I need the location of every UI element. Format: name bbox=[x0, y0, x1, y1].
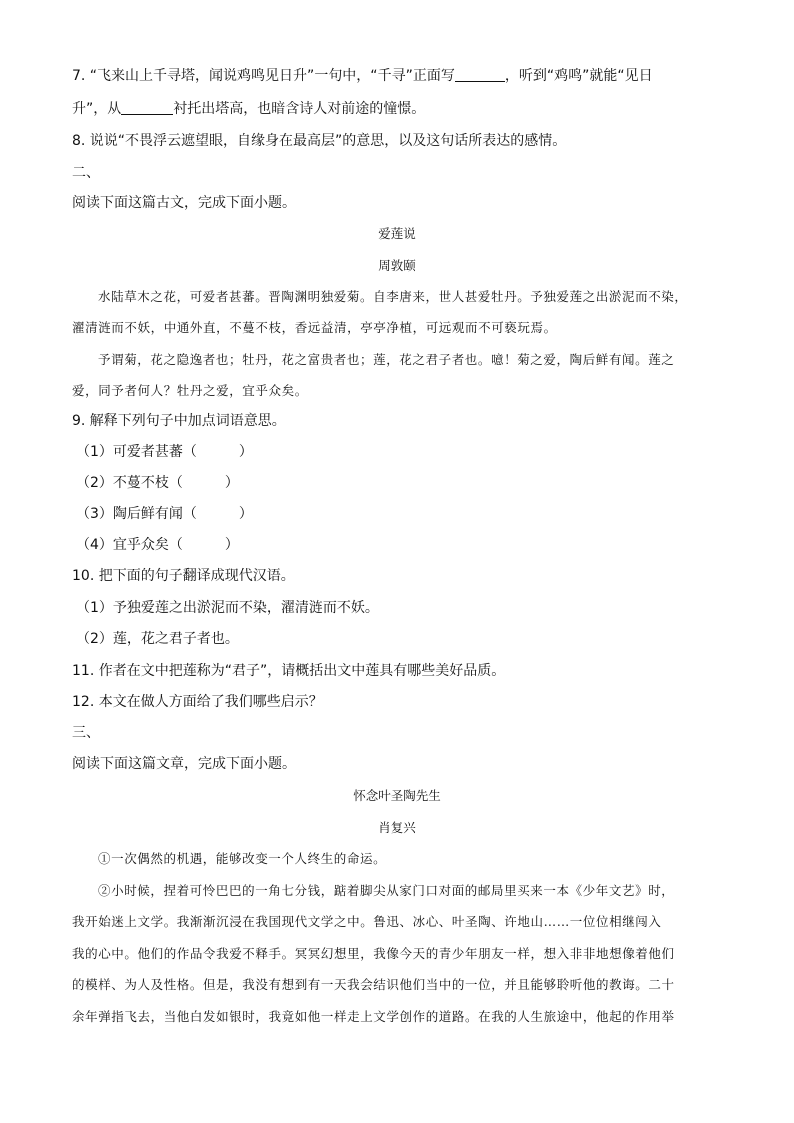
question-10-item: （1）予独爱莲之出淤泥而不染，濯清涟而不妖。 bbox=[76, 600, 379, 616]
passage-2-author: 肖复兴 bbox=[378, 820, 416, 835]
question-7-text-c: 升”，从 bbox=[72, 101, 122, 117]
section-3-heading: 三、 bbox=[72, 725, 100, 741]
passage-1-author: 周敦颐 bbox=[378, 258, 416, 273]
passage-1-paragraph-1-line-2: 濯清涟而不妖，中通外直，不蔓不枝，香远益清，亭亭净植，可远观而不可亵玩焉。 bbox=[72, 320, 557, 335]
question-7-text-a: 7. “飞来山上千寻塔，闻说鸡鸣见日升”一句中，“千寻”正面写 bbox=[72, 68, 455, 84]
passage-2-paragraph-1: ①一次偶然的机遇，能够改变一个人终生的命运。 bbox=[98, 851, 387, 866]
question-8: 8. 说说“不畏浮云遮望眼，自缘身在最高层”的意思，以及这句话所表达的感情。 bbox=[72, 133, 567, 149]
section-2-heading: 二、 bbox=[72, 165, 100, 181]
answer-blank bbox=[121, 100, 173, 115]
question-7-text-b: ，听到“鸡鸣”就能“见日 bbox=[504, 68, 653, 84]
section-3-instruction: 阅读下面这篇文章，完成下面小题。 bbox=[72, 756, 296, 772]
question-12: 12. 本文在做人方面给了我们哪些启示？ bbox=[72, 694, 323, 710]
passage-1-title: 爱莲说 bbox=[378, 226, 416, 241]
passage-2-paragraph-2-line-4: 的模样、为人及性格。但是，我没有想到有一天我会结识他们当中的一位，并且能够聆听他的教诲。二十 bbox=[72, 977, 675, 992]
passage-2-paragraph-2-line-3: 我的心中。他们的作品令我爱不释手。冥冥幻想里，我像今天的青少年朋友一样，想入非非地想像着他们 bbox=[72, 946, 675, 961]
question-7-line-2 bbox=[72, 99, 425, 119]
passage-1-paragraph-2-line-2: 爱，同予者何人？牡丹之爱，宜乎众矣。 bbox=[72, 383, 308, 398]
passage-2-paragraph-2-line-5: 余年弹指飞去，当他白发如银时，我竟如他一样走上文学创作的道路。在我的人生旅途中，他起的作用举 bbox=[72, 1009, 675, 1024]
question-7-text-d: 衬托出塔高，也暗含诗人对前途的憧憬。 bbox=[173, 101, 426, 117]
passage-1-paragraph-1-line-1: 水陆草木之花，可爱者甚蕃。晋陶渊明独爱菊。自李唐来，世人甚爱牡丹。予独爱莲之出淤泥而不染， bbox=[98, 289, 688, 304]
question-9-item: （4）宜乎众矣（ ） bbox=[76, 537, 239, 553]
question-10: 10. 把下面的句子翻译成现代汉语。 bbox=[72, 568, 295, 584]
question-11: 11. 作者在文中把莲称为“君子”，请概括出文中莲具有哪些美好品质。 bbox=[72, 663, 506, 679]
answer-blank bbox=[455, 67, 505, 82]
question-9-item: （3）陶后鲜有闻（ ） bbox=[76, 506, 253, 522]
passage-1-paragraph-2-line-1: 予谓菊，花之隐逸者也；牡丹，花之富贵者也；莲，花之君子者也。噫！菊之爱，陶后鲜有闻。莲之 bbox=[98, 352, 675, 367]
question-9-item: （2）不蔓不枝（ ） bbox=[76, 475, 239, 491]
question-10-item: （2）莲，花之君子者也。 bbox=[76, 631, 239, 647]
section-2-instruction: 阅读下面这篇古文，完成下面小题。 bbox=[72, 195, 296, 211]
passage-2-paragraph-2-line-1: ②小时候，捏着可怜巴巴的一角七分钱，踮着脚尖从家门口对面的邮局里买来一本《少年文艺》时， bbox=[98, 883, 675, 898]
passage-2-paragraph-2-line-2: 我开始迷上文学。我渐渐沉浸在我国现代文学之中。鲁迅、冰心、叶圣陶、许地山……一位位相继闯入 bbox=[72, 914, 662, 929]
passage-2-title: 怀念叶圣陶先生 bbox=[353, 788, 441, 803]
question-7-line-1 bbox=[72, 66, 653, 86]
question-9-item: （1）可爱者甚蕃（ ） bbox=[76, 444, 253, 460]
question-9: 9. 解释下列句子中加点词语意思。 bbox=[72, 413, 286, 429]
